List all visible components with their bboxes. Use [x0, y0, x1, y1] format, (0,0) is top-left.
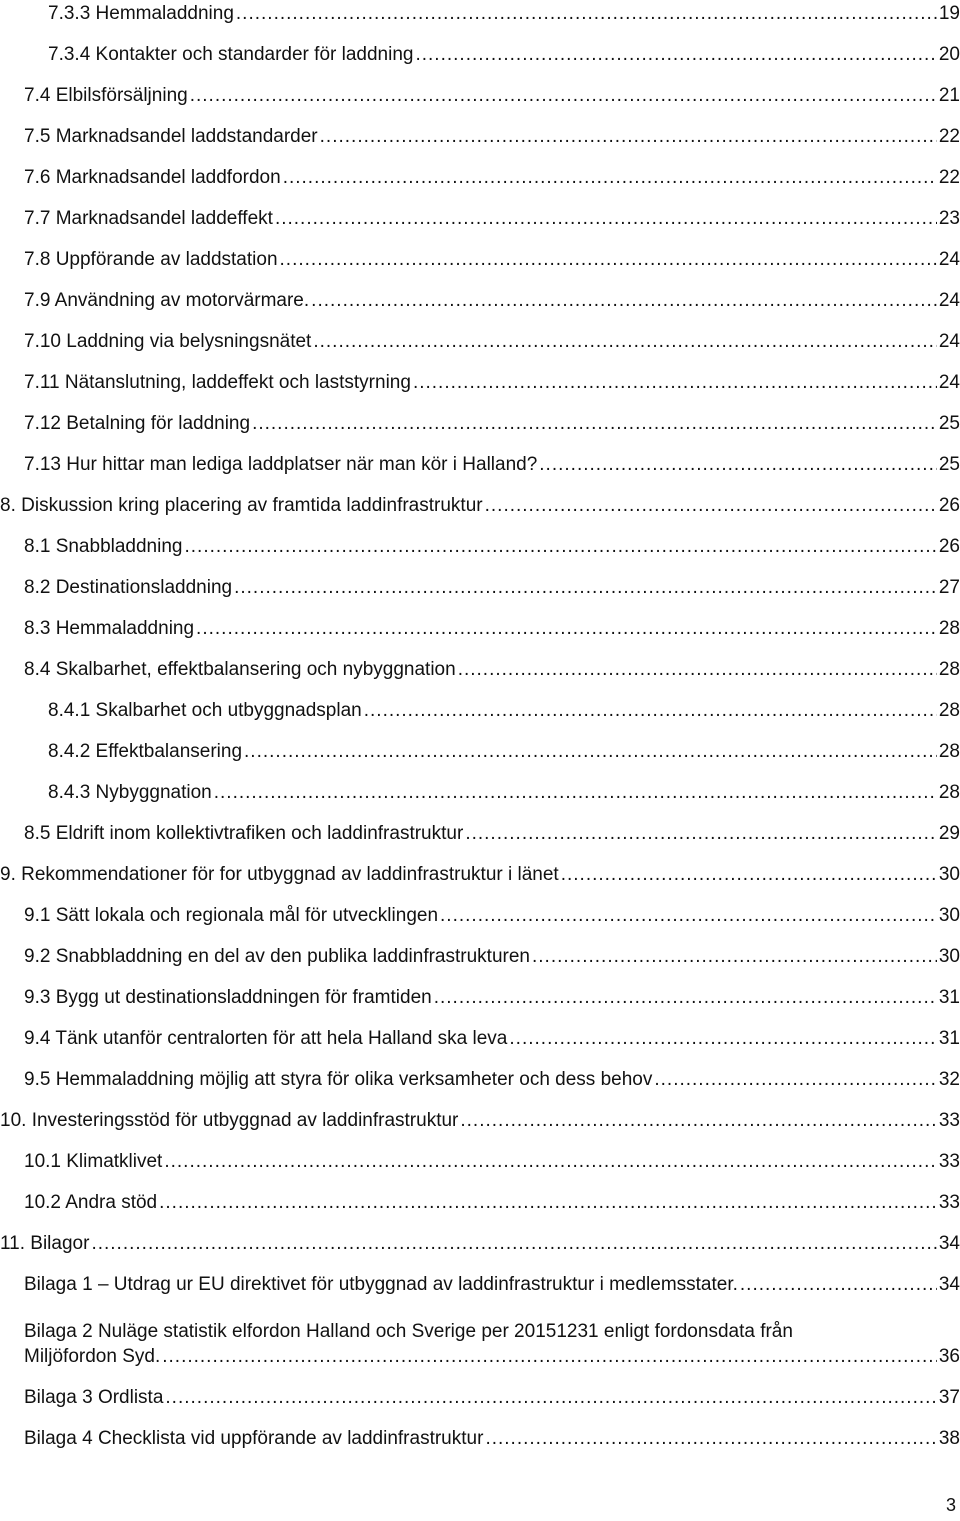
- toc-entry[interactable]: [24, 898, 960, 928]
- toc-entry[interactable]: [24, 570, 960, 600]
- dot-leader: [539, 453, 937, 477]
- toc-entry[interactable]: [24, 1421, 960, 1451]
- dot-leader: [283, 166, 937, 190]
- dot-leader: [234, 576, 937, 600]
- dot-leader: [320, 125, 937, 149]
- toc-entry-page: 26: [938, 536, 960, 557]
- toc-entry-page: 31: [938, 1028, 960, 1049]
- toc-entry-page: 23: [938, 208, 960, 229]
- toc-entry-page: 30: [938, 864, 960, 885]
- toc-entry-label: Miljöfordon Syd.: [24, 1346, 161, 1367]
- toc-entry-label: 10. Investeringsstöd för utbyggnad av laddinfrastruktur: [0, 1110, 459, 1131]
- toc-entry-page: 33: [938, 1110, 960, 1131]
- toc-entry[interactable]: [24, 1380, 960, 1410]
- toc-entry-page: 30: [938, 946, 960, 967]
- dot-leader: [311, 289, 937, 313]
- toc-entry-label: 9.3 Bygg ut destinationsladdningen för framtiden: [24, 987, 432, 1008]
- dot-leader: [91, 1232, 936, 1256]
- toc-entry[interactable]: [24, 1339, 960, 1369]
- toc-entry-page: 33: [938, 1192, 960, 1213]
- toc-entry-label-line1[interactable]: Bilaga 2 Nuläge statistik elfordon Halland och Sverige per 20151231 enligt fordonsdata från: [24, 1321, 793, 1342]
- toc-entry[interactable]: [24, 939, 960, 969]
- toc-entry-page: 24: [938, 249, 960, 270]
- toc-entry-label: Bilaga 1 – Utdrag ur EU direktivet för utbyggnad av laddinfrastruktur i medlemsstater.: [24, 1274, 738, 1295]
- toc-entry-page: 24: [938, 372, 960, 393]
- toc-entry-page: 25: [938, 454, 960, 475]
- page-number: 3: [945, 1495, 956, 1515]
- toc-entry[interactable]: [24, 78, 960, 108]
- toc-entry-label: 10.2 Andra stöd: [24, 1192, 158, 1213]
- toc-entry-label: 11. Bilagor: [0, 1233, 90, 1254]
- dot-leader: [165, 1386, 936, 1410]
- toc-entry-page: 27: [938, 577, 960, 598]
- toc-entry-page: 36: [938, 1346, 960, 1367]
- dot-leader: [364, 699, 937, 723]
- toc-entry-page: 28: [938, 782, 960, 803]
- toc-entry[interactable]: [48, 734, 960, 764]
- toc-entry[interactable]: [24, 529, 960, 559]
- toc-entry-label: 8.1 Snabbladdning: [24, 536, 183, 557]
- toc-entry-label: 7.10 Laddning via belysningsnätet: [24, 331, 312, 352]
- toc-entry[interactable]: [24, 447, 960, 477]
- toc-entry[interactable]: [24, 611, 960, 641]
- toc-entry[interactable]: [24, 1267, 960, 1297]
- dot-leader: [440, 904, 937, 928]
- toc-entry-label: 9.2 Snabbladdning en del av den publika laddinfrastrukturen: [24, 946, 530, 967]
- dot-leader: [280, 248, 937, 272]
- toc-entry[interactable]: [24, 160, 960, 190]
- toc-entry-label: 9. Rekommendationer för for utbyggnad av laddinfrastruktur i länet: [0, 864, 559, 885]
- dot-leader: [196, 617, 937, 641]
- toc-entry-page: 37: [938, 1387, 960, 1408]
- toc-entry-page: 24: [938, 331, 960, 352]
- dot-leader: [313, 330, 937, 354]
- dot-leader: [159, 1191, 937, 1215]
- toc-entry-page: 29: [938, 823, 960, 844]
- toc-entry-page: 28: [938, 700, 960, 721]
- toc-entry-label: 7.13 Hur hittar man lediga laddplatser när man kör i Halland?: [24, 454, 538, 475]
- toc-entry[interactable]: [24, 242, 960, 272]
- toc-entry[interactable]: [24, 1185, 960, 1215]
- toc-entry-label: 7.4 Elbilsförsäljning: [24, 85, 188, 106]
- toc-entry[interactable]: [48, 775, 960, 805]
- dot-leader: [509, 1027, 936, 1051]
- toc-entry[interactable]: [48, 0, 960, 26]
- toc-entry-label: 8.2 Destinationsladdning: [24, 577, 233, 598]
- toc-entry-label: 7.3.3 Hemmaladdning: [48, 3, 234, 24]
- toc-entry-page: 34: [938, 1233, 960, 1254]
- toc-entry[interactable]: [24, 406, 960, 436]
- toc-entry[interactable]: [24, 1062, 960, 1092]
- toc-entry-page: 32: [938, 1069, 960, 1090]
- toc-entry[interactable]: [24, 1021, 960, 1051]
- toc-entry-page: 21: [938, 85, 960, 106]
- toc-entry-label: 8.4.2 Effektbalansering: [48, 741, 243, 762]
- toc-entry-label: 7.6 Marknadsandel laddfordon: [24, 167, 281, 188]
- toc-entry-label: 7.12 Betalning för laddning: [24, 413, 251, 434]
- toc-entry-label: 7.5 Marknadsandel laddstandarder: [24, 126, 318, 147]
- dot-leader: [275, 207, 937, 231]
- toc-entry-label: 7.8 Uppförande av laddstation: [24, 249, 278, 270]
- dot-leader: [214, 781, 937, 805]
- toc-entry-page: 26: [938, 495, 960, 516]
- toc-entry[interactable]: [48, 37, 960, 67]
- toc-entry-label: 9.1 Sätt lokala och regionala mål för utvecklingen: [24, 905, 439, 926]
- toc-entry-page: 33: [938, 1151, 960, 1172]
- dot-leader: [561, 863, 937, 887]
- dot-leader: [415, 43, 936, 67]
- toc-entry-page: 19: [938, 3, 960, 24]
- toc-entry-label: 8.5 Eldrift inom kollektivtrafiken och laddinfrastruktur: [24, 823, 464, 844]
- toc-entry[interactable]: [24, 324, 960, 354]
- toc-entry[interactable]: [0, 857, 960, 887]
- dot-leader: [413, 371, 937, 395]
- dot-leader: [184, 535, 936, 559]
- toc-entry-page: 22: [938, 126, 960, 147]
- toc-entry[interactable]: [0, 1103, 960, 1133]
- dot-leader: [654, 1068, 937, 1092]
- dot-leader: [458, 658, 937, 682]
- dot-leader: [164, 1150, 937, 1174]
- toc-entry-page: 28: [938, 659, 960, 680]
- toc-entry-page: 25: [938, 413, 960, 434]
- toc-entry-label: 7.3.4 Kontakter och standarder för laddning: [48, 44, 414, 65]
- dot-leader: [244, 740, 937, 764]
- toc-entry-page: 28: [938, 618, 960, 639]
- toc-entry-label: 9.5 Hemmaladdning möjlig att styra för olika verksamheter och dess behov: [24, 1069, 653, 1090]
- toc-entry-label: 7.7 Marknadsandel laddeffekt: [24, 208, 273, 229]
- toc-entry-page: 34: [938, 1274, 960, 1295]
- toc-entry[interactable]: [24, 980, 960, 1010]
- dot-leader: [434, 986, 937, 1010]
- dot-leader: [460, 1109, 936, 1133]
- toc-entry[interactable]: [24, 816, 960, 846]
- toc-entry[interactable]: [0, 1226, 960, 1256]
- toc-entry-label: Bilaga 4 Checklista vid uppförande av laddinfrastruktur: [24, 1428, 484, 1449]
- dot-leader: [465, 822, 937, 846]
- toc-entry[interactable]: [0, 488, 960, 518]
- toc-entry-page: 20: [938, 44, 960, 65]
- dot-leader: [740, 1273, 937, 1297]
- dot-leader: [190, 84, 937, 108]
- toc-entry-page: 38: [938, 1428, 960, 1449]
- toc-entry-page: 30: [938, 905, 960, 926]
- dot-leader: [532, 945, 937, 969]
- toc-entry-page: 24: [938, 290, 960, 311]
- dot-leader: [252, 412, 937, 436]
- dot-leader: [485, 1427, 936, 1451]
- toc-entry-label: 10.1 Klimatklivet: [24, 1151, 163, 1172]
- toc-entry-page: 22: [938, 167, 960, 188]
- toc-entry-label: Bilaga 3 Ordlista: [24, 1387, 164, 1408]
- toc-entry-page: 31: [938, 987, 960, 1008]
- toc-entry[interactable]: [24, 1144, 960, 1174]
- dot-leader: [236, 2, 937, 26]
- toc-entry-page: 28: [938, 741, 960, 762]
- toc-entry[interactable]: [24, 652, 960, 682]
- dot-leader: [485, 494, 937, 518]
- dot-leader: [162, 1345, 937, 1369]
- toc-entry[interactable]: [24, 119, 960, 149]
- toc-entry[interactable]: [24, 365, 960, 395]
- toc-entry-label: 9.4 Tänk utanför centralorten för att hela Halland ska leva: [24, 1028, 508, 1049]
- toc-entry[interactable]: [48, 693, 960, 723]
- toc-entry-label: 8.4 Skalbarhet, effektbalansering och nybyggnation: [24, 659, 456, 680]
- toc-entry-label: 7.11 Nätanslutning, laddeffekt och laststyrning: [24, 372, 411, 393]
- toc-entry-label: 8.4.1 Skalbarhet och utbyggnadsplan: [48, 700, 362, 721]
- toc-entry-label: 8.3 Hemmaladdning: [24, 618, 195, 639]
- toc-entry-label: 8. Diskussion kring placering av framtida laddinfrastruktur: [0, 495, 483, 516]
- toc-entry[interactable]: [24, 201, 960, 231]
- toc-entry-label: 8.4.3 Nybyggnation: [48, 782, 212, 803]
- toc-entry[interactable]: [24, 283, 960, 313]
- toc-entry-label: 7.9 Användning av motorvärmare.: [24, 290, 310, 311]
